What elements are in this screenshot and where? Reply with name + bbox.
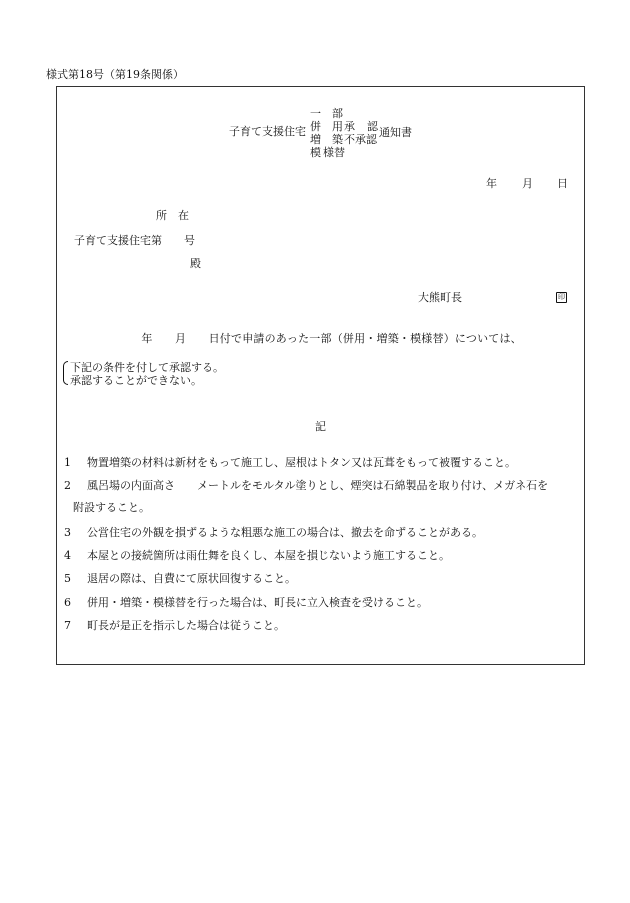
condition-text: 併用・増築・模様替を行った場合は、町長に立入検査を受けること。 (87, 596, 428, 609)
body-text: 年 月 日付で申請のあった一部（併用・増築・模様替）については、 (119, 332, 522, 345)
condition-number: 4 (64, 549, 71, 562)
option-reject: 承認することができない。 (70, 374, 202, 387)
option-brace (63, 361, 68, 385)
title-col2-row3: 様 (323, 146, 334, 159)
date-month: 月 (522, 177, 533, 190)
form-number: 様式第18号（第19条関係） (46, 68, 184, 81)
issuer-name: 大熊町長 (418, 291, 462, 304)
condition-number: 1 (64, 456, 71, 469)
title-col1-row1: 併 (310, 120, 321, 133)
title-col3-row2: 不 (344, 133, 355, 146)
ki-heading: 記 (315, 420, 326, 433)
seal-mark: 印 (558, 293, 565, 301)
title-col1-row0: 一 (310, 107, 321, 120)
title-col2-row1: 用 (332, 120, 343, 133)
condition-number: 3 (64, 526, 71, 539)
option-approve: 下記の条件を付して承認する。 (70, 361, 224, 374)
title-col4-row2: 承認 (355, 133, 377, 146)
title-col3-row1: 承 (344, 120, 355, 133)
title-col2-row2: 築 (332, 133, 343, 146)
honorific: 殿 (190, 257, 201, 270)
condition-text: 物置増築の材料は新材をもって施工し、屋根はトタン又は瓦葺をもって被覆すること。 (87, 456, 516, 469)
address-label: 所 在 (156, 209, 189, 222)
title-prefix: 子育て支援住宅 (229, 125, 306, 138)
condition-number: 5 (64, 572, 71, 585)
title-suffix: 通知書 (379, 126, 412, 139)
title-col3-row3: 替 (334, 146, 345, 159)
title-col1-row2: 増 (310, 133, 321, 146)
condition-number: 2 (64, 479, 71, 492)
condition-text: 風呂場の内面高さ メートルをモルタル塗りとし、煙突は石綿製品を取り付け、メガネ石を (87, 479, 549, 492)
condition-number: 6 (64, 596, 71, 609)
condition-text: 本屋との接続箇所は雨仕舞を良くし、本屋を損じないよう施工すること。 (87, 549, 450, 562)
date-year: 年 (486, 177, 497, 190)
title-col1-row3: 模 (310, 146, 321, 159)
condition-text: 公営住宅の外観を損ずるような粗悪な施工の場合は、撤去を命ずることがある。 (87, 526, 483, 539)
title-col2-row0: 部 (332, 107, 343, 120)
condition-text-continued: 附設すること。 (73, 501, 150, 514)
title-col4-row1: 認 (367, 120, 378, 133)
house-number: 子育て支援住宅第 号 (74, 234, 195, 247)
condition-text: 町長が是正を指示した場合は従うこと。 (87, 619, 285, 632)
date-day: 日 (557, 177, 568, 190)
condition-number: 7 (64, 619, 71, 632)
condition-text: 退居の際は、自費にて原状回復すること。 (87, 572, 296, 585)
